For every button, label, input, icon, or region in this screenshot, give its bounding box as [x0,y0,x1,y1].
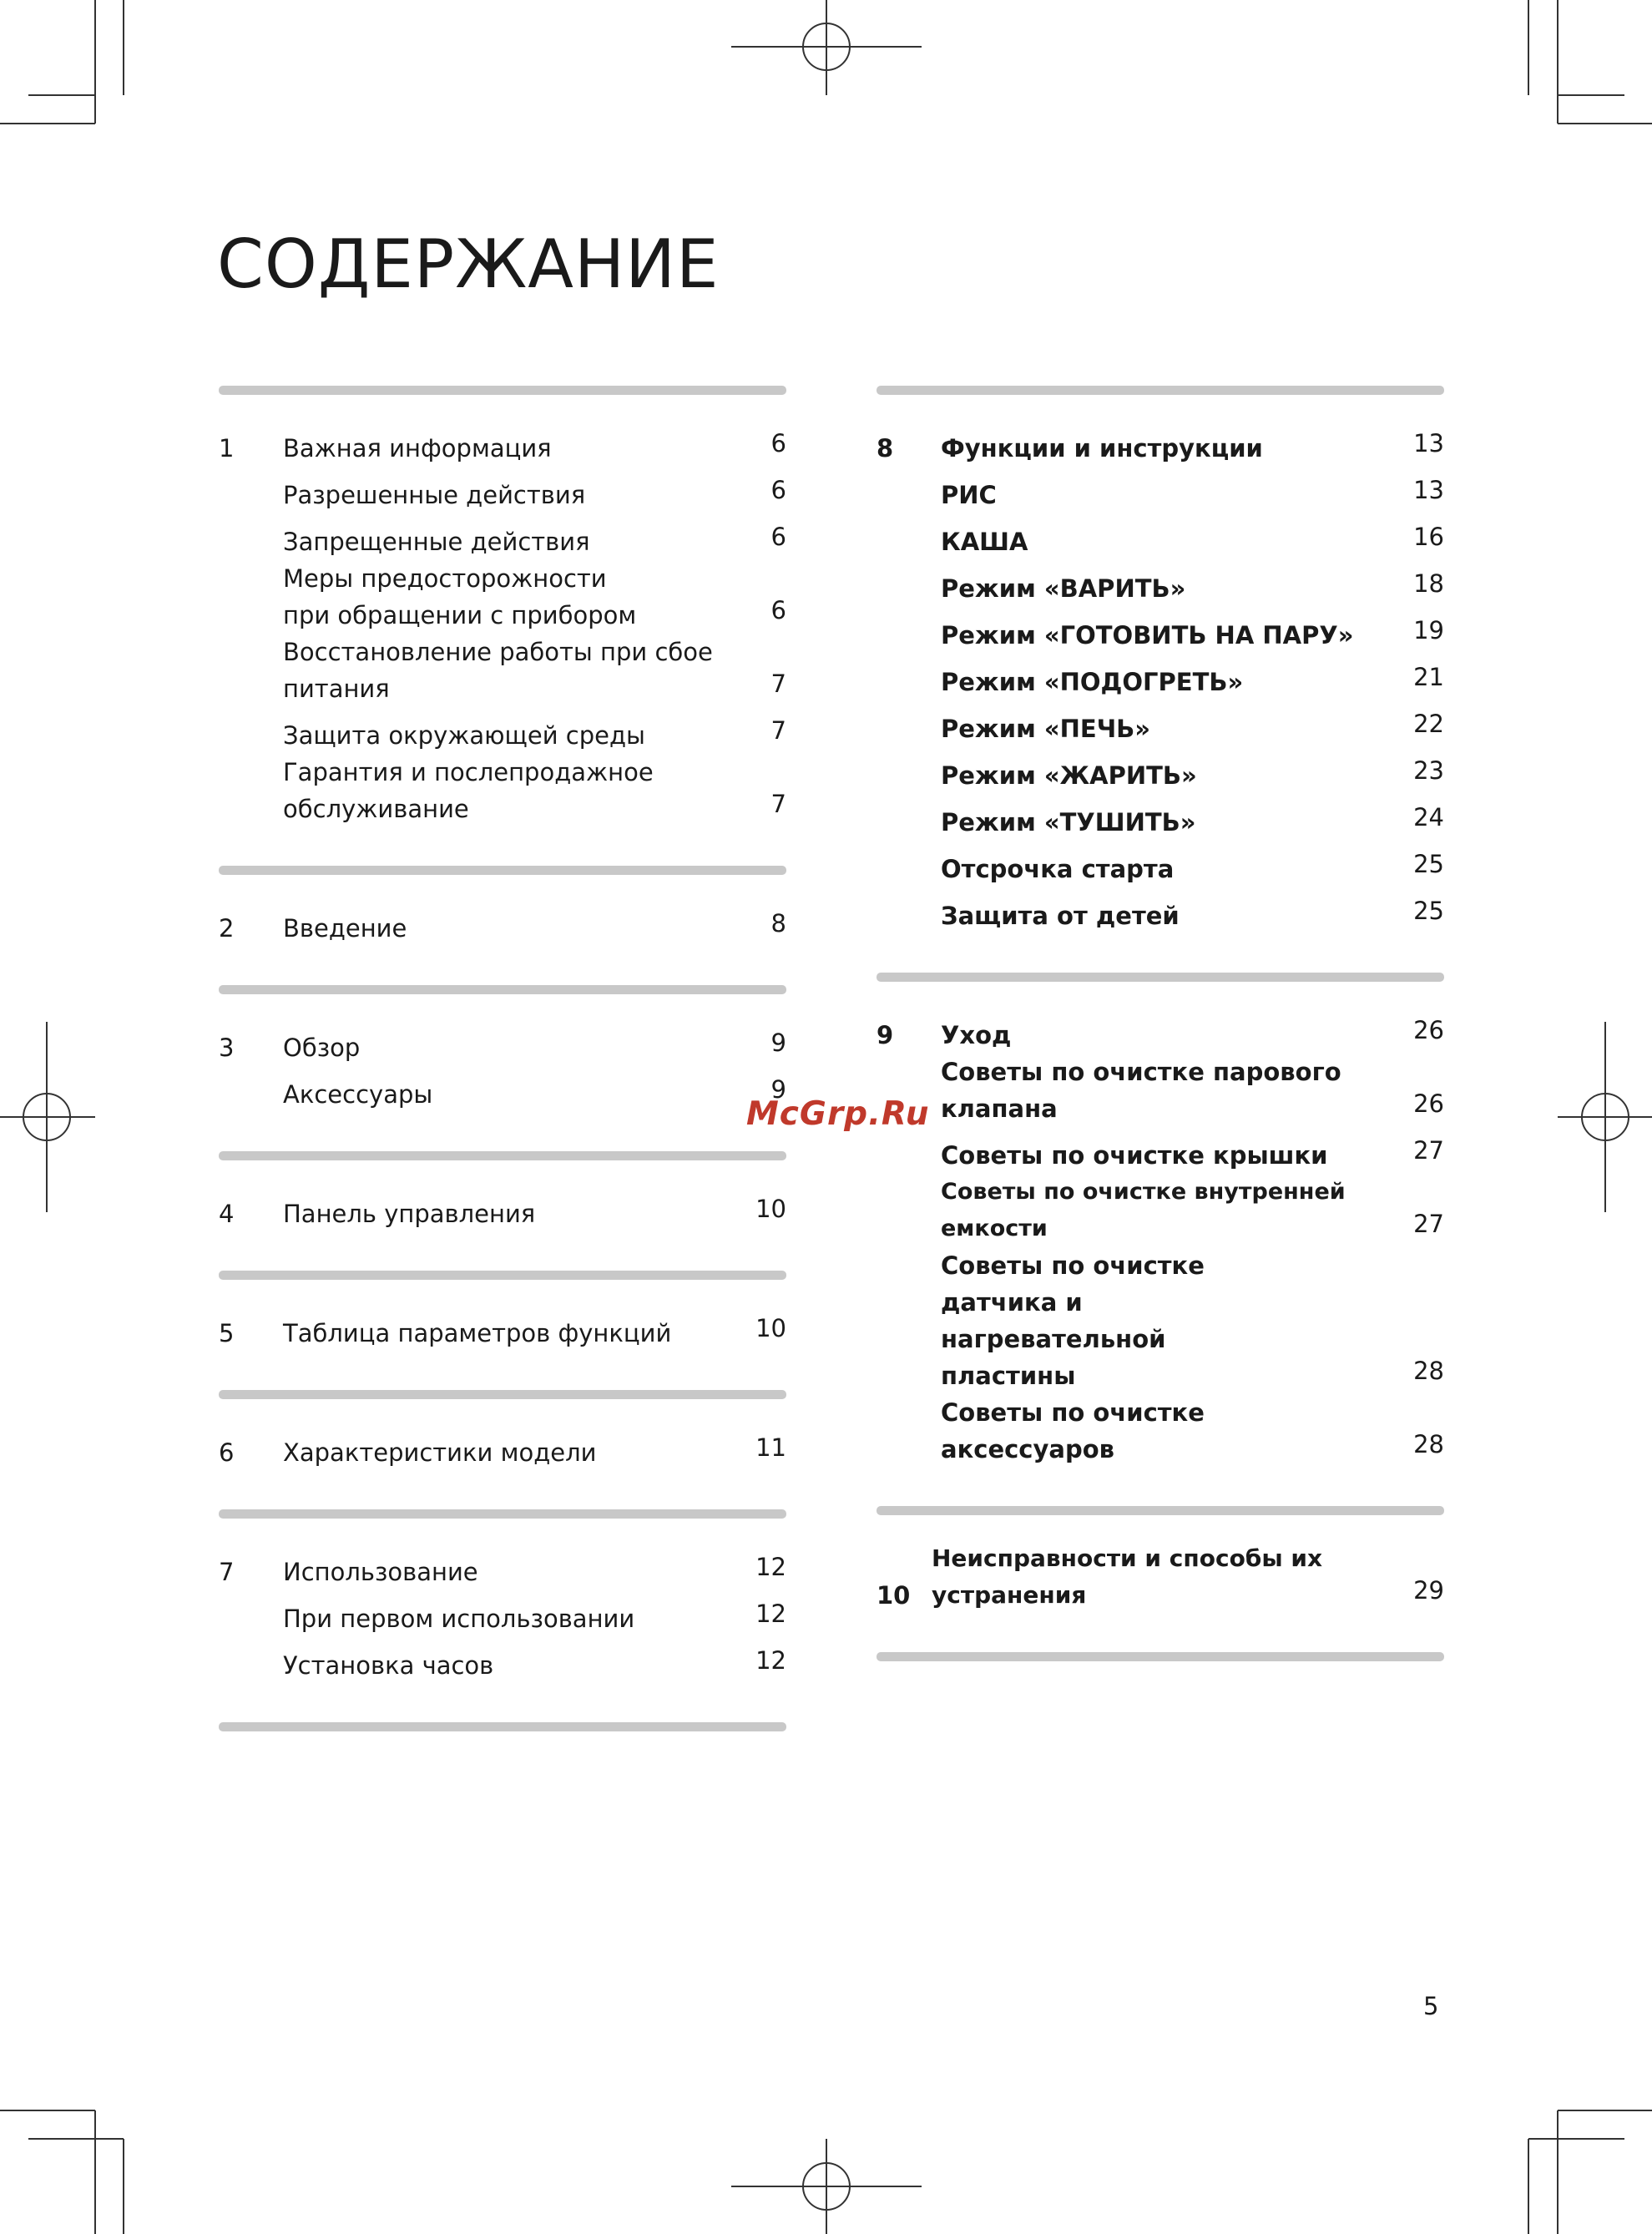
entry-title: Режим «ПОДОГРЕТЬ» [941,668,1244,696]
toc-entry[interactable] [219,1019,786,1066]
entry-title: Функции и инструкции [941,434,1263,462]
entry-page: 27 [1413,1210,1444,1238]
entry-page: 12 [755,1553,786,1581]
entry-page: 9 [770,1075,786,1104]
section-divider [219,1271,786,1280]
entry-title: Введение [283,914,407,943]
entry-title: Защита от детей [941,902,1180,930]
section-divider [219,1509,786,1519]
entry-page: 7 [770,670,786,698]
toc-entry[interactable] [877,887,1444,934]
toc-entry[interactable] [877,841,1444,887]
entry-page: 19 [1413,616,1444,644]
toc-entry[interactable] [219,1185,786,1232]
entry-page: 13 [1413,476,1444,504]
toc-entry[interactable] [219,1305,786,1352]
section-number: 5 [219,1319,235,1347]
entry-title: Запрещенные действия [283,528,590,556]
entry-page: 24 [1413,803,1444,831]
section-number: 9 [877,1021,894,1049]
toc-section-8 [877,395,1444,973]
entry-page: 26 [1413,1089,1444,1118]
toc-entry[interactable] [219,1637,786,1684]
section-number: 3 [219,1034,235,1062]
entry-page: 25 [1413,897,1444,925]
entry-page: 10 [755,1195,786,1223]
toc-left-column [219,386,786,1731]
section-divider [877,973,1444,982]
toc-section-10 [877,1515,1444,1652]
entry-title: Режим «ТУШИТЬ» [941,808,1196,836]
entry-title: Гарантия и послепродажное обслуживание [283,758,654,823]
entry-page: 21 [1413,663,1444,691]
entry-page: 7 [770,790,786,818]
toc-entry[interactable] [219,560,786,634]
entry-page: 27 [1413,1136,1444,1165]
section-number: 10 [877,1581,911,1610]
entry-title: Советы по очистке датчика и нагревательной пластины [941,1251,1205,1390]
entry-page: 13 [1413,429,1444,457]
toc-entry[interactable] [877,513,1444,560]
section-divider [219,1722,786,1731]
section-number: 2 [219,914,235,943]
entry-title: При первом использовании [283,1605,635,1633]
entry-title: Разрешенные действия [283,481,586,509]
entry-title: Отсрочка старта [941,855,1175,883]
toc-entry[interactable] [877,654,1444,700]
toc-entry[interactable] [877,700,1444,747]
toc-section-9 [877,982,1444,1506]
entry-title: Советы по очистке внутренней емкости [941,1179,1346,1241]
toc-entry[interactable] [877,420,1444,467]
toc-entry[interactable] [877,794,1444,841]
toc-entry[interactable] [877,467,1444,513]
section-divider [219,866,786,875]
toc-entry[interactable] [877,747,1444,794]
page-title: СОДЕРЖАНИЕ [217,225,720,303]
section-number: 1 [219,434,235,462]
toc-entry[interactable] [877,1127,1444,1174]
toc-entry[interactable] [877,1247,1444,1394]
toc-right-column [877,386,1444,1661]
toc-entry[interactable] [219,1590,786,1637]
entry-page: 25 [1413,850,1444,878]
toc-section-7 [219,1519,786,1722]
entry-page: 6 [770,476,786,504]
toc-entry[interactable] [877,1394,1444,1468]
entry-title: Установка часов [283,1651,494,1680]
entry-page: 6 [770,523,786,551]
entry-page: 28 [1413,1357,1444,1385]
toc-entry[interactable] [219,634,786,707]
entry-title: Аксессуары [283,1080,433,1109]
entry-title: Таблица параметров функций [283,1319,672,1347]
entry-title: РИС [941,481,997,509]
watermark: McGrp.Ru [746,1095,930,1133]
section-divider [877,386,1444,395]
page-number: 5 [1423,1992,1439,2020]
entry-title: Режим «ВАРИТЬ» [941,574,1186,603]
section-divider [877,1652,1444,1661]
toc-entry[interactable] [877,1007,1444,1054]
toc-section-4 [219,1160,786,1271]
toc-entry[interactable] [877,560,1444,607]
toc-entry[interactable] [877,1054,1444,1127]
entry-title: Советы по очистке парового клапана [941,1058,1341,1123]
toc-entry[interactable] [219,707,786,754]
entry-title: Панель управления [283,1200,536,1228]
entry-page: 23 [1413,756,1444,785]
entry-title: Использование [283,1558,478,1586]
toc-section-6 [219,1399,786,1509]
entry-title: Важная информация [283,434,552,462]
toc-entry[interactable] [877,1540,1444,1614]
toc-entry[interactable] [219,1544,786,1590]
entry-page: 12 [755,1646,786,1675]
entry-page: 12 [755,1600,786,1628]
toc-entry[interactable] [219,467,786,513]
entry-title: Режим «ПЕЧЬ» [941,715,1150,743]
section-number: 8 [877,434,894,462]
toc-entry[interactable] [219,420,786,467]
section-divider [219,985,786,994]
entry-page: 9 [770,1029,786,1057]
entry-title: Защита окружающей среды [283,721,645,750]
section-divider [219,1151,786,1160]
toc-entry[interactable] [219,900,786,947]
entry-title: Советы по очистке аксессуаров [941,1398,1205,1463]
entry-page: 11 [755,1433,786,1462]
toc-section-2 [219,875,786,985]
section-number: 4 [219,1200,235,1228]
entry-page: 6 [770,596,786,624]
entry-title: Советы по очистке крышки [941,1141,1328,1170]
entry-page: 10 [755,1314,786,1342]
entry-page: 7 [770,716,786,745]
toc-entry[interactable] [219,754,786,827]
entry-page: 26 [1413,1016,1444,1044]
toc-entry[interactable] [219,1424,786,1471]
entry-title: Уход [941,1021,1012,1049]
entry-title: Режим «ЖАРИТЬ» [941,761,1197,790]
section-divider [219,386,786,395]
entry-page: 28 [1413,1430,1444,1458]
section-divider [219,1390,786,1399]
section-divider [877,1506,1444,1515]
entry-page: 18 [1413,569,1444,598]
entry-title: Неисправности и способы их устранения [932,1544,1323,1609]
entry-title: Характеристики модели [283,1438,597,1467]
toc-section-1 [219,395,786,866]
entry-title: Меры предосторожности при обращении с прибором [283,564,637,629]
entry-page: 16 [1413,523,1444,551]
section-number: 7 [219,1558,235,1586]
entry-title: Обзор [283,1034,361,1062]
entry-page: 6 [770,429,786,457]
toc-entry[interactable] [877,1174,1444,1247]
entry-page: 29 [1413,1576,1444,1605]
entry-title: КАША [941,528,1028,556]
toc-entry[interactable] [877,607,1444,654]
entry-page: 22 [1413,710,1444,738]
toc-section-5 [219,1280,786,1390]
entry-page: 8 [770,909,786,938]
entry-title: Восстановление работы при сбое питания [283,638,713,703]
section-number: 6 [219,1438,235,1467]
entry-title: Режим «ГОТОВИТЬ НА ПАРУ» [941,621,1354,649]
toc-entry[interactable] [219,1066,786,1113]
toc-entry[interactable] [219,513,786,560]
toc-section-3 [219,994,786,1151]
